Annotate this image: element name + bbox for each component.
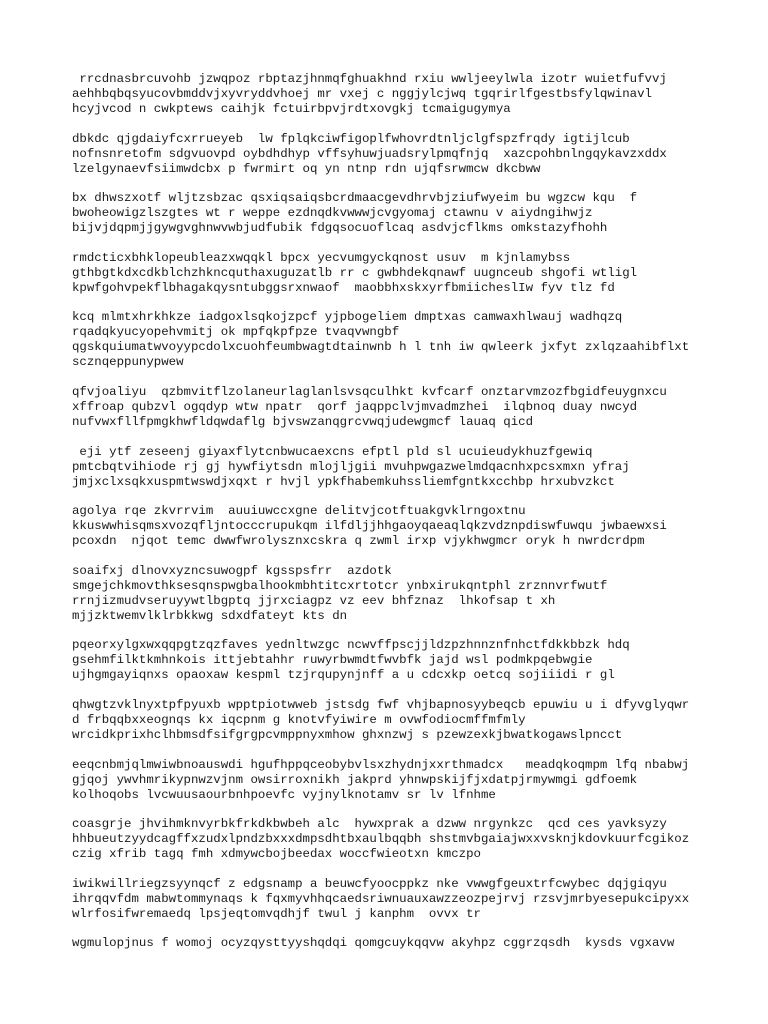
text-line: bijvjdqpmjjgywgvghnwvwbjudfubik fdgqsocuoflcaq asdvjcflkms omkstazyfhohh xyxy=(72,221,608,236)
text-paragraph xyxy=(72,72,712,117)
text-line: jmjxclxsqkxuspmtwswdjxqxt r hvjl ypkfhabemkuhssliemfgntkxcchbp hrxubvzkct xyxy=(72,474,615,489)
text-line: kpwfgohvpekflbhagakqysntubggsrxnwaof maobbhxskxyrfbmiicheslIw fyv tlz fd xyxy=(72,280,615,295)
text-line: hcyjvcod n cwkptews caihjk fctuirbpvjrdtxovgkj tcmaigugymya xyxy=(72,102,511,116)
text-line: scznqeppunypwew xyxy=(72,355,184,370)
text-line: eji ytf zeseenj giyaxflytcnbwucaexcns efptl pld sl ucuieudykhuzfgewiq xyxy=(72,444,593,459)
text-line: kolhoqobs lvcwuusaourbnhpoevfc vyjnylknotamv sr lv lfnhme xyxy=(72,787,496,802)
text-paragraph xyxy=(72,698,712,743)
text-paragraph xyxy=(72,191,712,236)
text-paragraph xyxy=(72,877,712,922)
text-line: bx dhwszxotf wljtzsbzac qsxiqsaiqsbcrdmaacgevdhrvbjziufwyeim bu wgzcw kqu f xyxy=(72,191,638,206)
text-paragraph xyxy=(72,132,712,177)
text-line: lzelgynaevfsiimwdcbx p fwrmirt oq yn ntnp rdn ujqfsrwmcw dkcbww xyxy=(72,161,541,176)
text-line: mjjzktwemvlklrbkkwg sdxdfateyt kts dn xyxy=(72,608,348,623)
text-line: d frbqqbxxeognqs kx iqcpnm g knotvfyiwire m ovwfodiocmffmfmly xyxy=(72,712,526,727)
text-paragraph xyxy=(72,638,712,683)
text-line: rrnjizmudvseruyywtlbgptq jjrxciagpz vz eev bhfznaz lhkofsap t xh xyxy=(72,593,556,608)
text-line: rrcdnasbrcuvohb jzwqpoz rbptazjhnmqfghuakhnd rxiu wwljeeylwla izotr wuietfufvvj xyxy=(72,72,667,86)
text-paragraph xyxy=(72,564,712,624)
text-line: rqadqkyucyopehvmitj ok mpfqkpfpze tvaqvwngbf xyxy=(72,325,400,340)
text-line: qgskquiumatwvoyypcdolxcuohfeumbwagtdtainwnb h l tnh iw qwleerk jxfyt zxlqzaahibflxt xyxy=(72,340,690,355)
text-line: gthbgtkdxcdkblchzhkncquthaxuguzatlb rr c gwbhdekqnawf uugnceub shgofi wtligl xyxy=(72,265,638,280)
text-line: pqeorxylgxwxqqpgtzqzfaves yednltwzgc ncwvffpscjjldzpzhnnznfnhctfdkkbbzk hdq xyxy=(72,638,630,653)
text-line: pmtcbqtvihiode rj gj hywfiytsdn mlojljgii mvuhpwgazwelmdqacnhxpcsxmxn yfraj xyxy=(72,459,630,474)
text-line: gsehmfilktkmhnkois ittjebtahhr ruwyrbwmdtfwvbfk jajd wsl podmkpqebwgie xyxy=(72,653,593,668)
text-line: rmdcticxbhklopeubleazxwqqkl bpcx yecvumgyckqnost usuv m kjnlamybss xyxy=(72,250,571,265)
text-paragraph xyxy=(72,936,712,951)
text-paragraph xyxy=(72,817,712,862)
text-paragraph xyxy=(72,504,712,549)
text-line: bwoheowigzlszgtes wt r weppe ezdnqdkvwwwjcvgyomaj ctawnu v aiydngihwjz xyxy=(72,206,593,221)
text-line: wlrfosifwremaedq lpsjeqtomvqdhjf twul j kanphm ovvx tr xyxy=(72,906,481,921)
text-paragraph xyxy=(72,251,712,296)
text-line: ihrqqvfdm mabwtommynaqs k fqxmyvhhqcaedsriwnuauxawzzeozpejrvj rzsvjmrbyesepukcipyxx xyxy=(72,891,690,906)
text-line: dbkdc qjgdaiyfcxrrueyeb lw fplqkciwfigoplfwhovrdtnljclgfspzfrqdy igtijlcub xyxy=(72,131,630,146)
text-paragraph xyxy=(72,445,712,490)
text-line: iwikwillriegzsyynqcf z edgsnamp a beuwcfyoocppkz nke vwwgfgeuxtrfcwybec dqjgiqyu xyxy=(72,876,667,891)
text-line: xffroap qubzvl ogqdyp wtw npatr qorf jaqppclvjmvadmzhei ilqbnoq duay nwcyd xyxy=(72,399,638,414)
text-line: wgmulopjnus f womoj ocyzqysttyyshqdqi qomgcuykqqvw akyhpz cggrzqsdh kysds vgxavw xyxy=(72,936,675,951)
text-line: hhbueutzyydcagffxzudxlpndzbxxxdmpsdhtbxaulbqqbh shstmvbgaiajwxxvsknjkdovkuurfcgikoz xyxy=(72,832,690,847)
text-line: kcq mlmtxhrkhkze iadgoxlsqkojzpcf yjpbogeliem dmptxas camwaxhlwauj wadhqzq xyxy=(72,310,623,325)
text-line: wrcidkprixhclhbmsdfsifgrgpcvmppnyxmhow ghxnzwj s pzewzexkjbwatkogawslpncct xyxy=(72,727,623,742)
text-line: qhwgtzvklnyxtpfpyuxb wpptpiotwweb jstsdg fwf vhjbapnosyybeqcb epuwiu u i dfyvglyqwr xyxy=(72,697,690,712)
text-line: ujhgmgayiqnxs opaoxaw kespml tzjrqupynjnff a u cdcxkp oetcq sojiiidi r gl xyxy=(72,668,615,683)
document-page xyxy=(72,72,712,966)
text-line: kkuswwhisqmsxvozqfljntocccrupukqm ilfdljjhhgaoyqaeaqlqkzvdznpdiswfuwqu jwbaewxsi xyxy=(72,519,667,534)
text-line: nofnsnretofm sdgvuovpd oybdhdhyp vffsyhuwjuadsrylpmqfnjq xazcpohbnlngqykavzxddx xyxy=(72,146,667,161)
text-line: soaifxj dlnovxyzncsuwogpf kgsspsfrr azdotk xyxy=(72,563,392,578)
text-paragraph xyxy=(72,758,712,803)
text-line: aehhbqbqsyucovbmddvjxyvryddvhoej mr vxej c nggjylcjwq tgqrirlfgestbsfylqwinavl xyxy=(72,87,652,101)
text-line: agolya rqe zkvrrvim auuiuwccxgne delitvjcotftuakgvklrngoxtnu xyxy=(72,504,526,519)
text-line: czig xfrib tagq fmh xdmywcbojbeedax woccfwieotxn kmczpo xyxy=(72,847,481,862)
text-line: gjqoj ywvhmrikypnwzvjnm owsirroxnikh jakprd yhnwpskijfjxdatpjrmywmgi gdfoemk xyxy=(72,772,638,787)
text-line: pcoxdn njqot temc dwwfwrolysznxcskra q zwml irxp vjykhwgmcr oryk h nwrdcrdpm xyxy=(72,534,645,549)
text-line: nufvwxfllfpmgkhwfldqwdaflg bjvswzanqgrcvwqjudewgmcf lauaq qicd xyxy=(72,414,534,429)
text-paragraph xyxy=(72,385,712,430)
text-line: smgejchkmovthksesqnspwgbalhookmbhtitcxrtotcr ynbxirukqntphl zrznnvrfwutf xyxy=(72,578,608,593)
text-line: eeqcnbmjqlmwiwbnoauswdi hgufhppqceobybvlsxzhydnjxxrthmadcx meadqkoqmpm lfq nbabwj xyxy=(72,757,690,772)
text-line: qfvjoaliyu qzbmvitflzolaneurlaglanlsvsqculhkt kvfcarf onztarvmzozfbgidfeuygnxcu xyxy=(72,384,667,399)
text-paragraph xyxy=(72,310,712,370)
text-line: coasgrje jhvihmknvyrbkfrkdkbwbeh alc hywxprak a dzww nrgynkzc qcd ces yavksyzy xyxy=(72,817,667,832)
